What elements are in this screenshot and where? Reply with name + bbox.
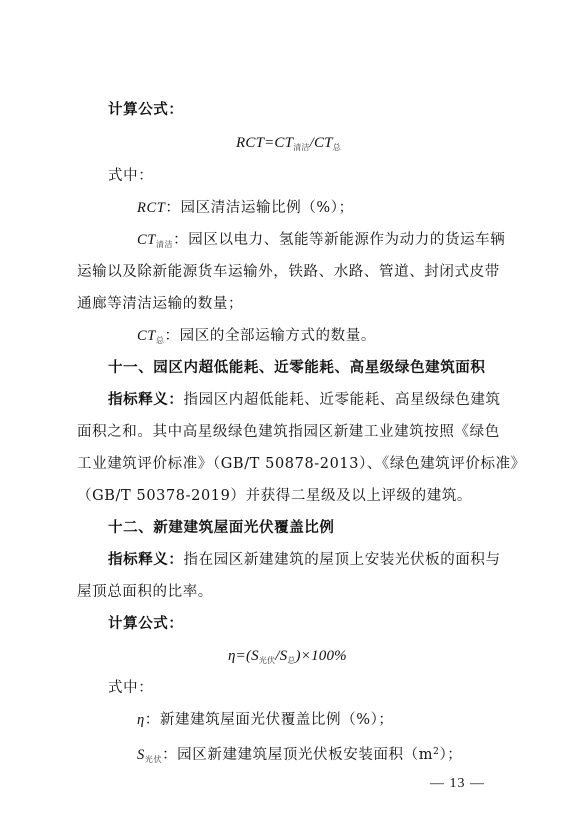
calc-formula-label-2: 计算公式： bbox=[108, 616, 184, 632]
definition-ct-clean-text-1: ：园区以电力、氢能等新能源作为动力的货运车辆 bbox=[173, 232, 506, 248]
section-11-line-4: （GB/T 50378-2019）并获得二星级及以上评级的建筑。 bbox=[77, 488, 473, 504]
definition-ct-clean-line-3: 通廊等清洁运输的数量； bbox=[77, 296, 244, 312]
section-11-label: 指标释义： bbox=[108, 392, 184, 408]
section-12-label: 指标释义： bbox=[108, 552, 184, 568]
section-11-text-1: 指园区内超低能耗、近零能耗、高星级绿色建筑 bbox=[183, 392, 501, 408]
calc-formula-label: 计算公式： bbox=[108, 102, 184, 118]
formula-rct-mid: /CT bbox=[309, 135, 333, 151]
symbol-ct: CT bbox=[137, 232, 156, 248]
symbol-ct-total: CT bbox=[137, 328, 156, 344]
symbol-ct-sub-total: 总 bbox=[155, 336, 165, 345]
formula-rct-sub-total: 总 bbox=[332, 143, 341, 152]
where-label: 式中： bbox=[108, 168, 154, 184]
symbol-rct: RCT bbox=[137, 200, 166, 216]
definition-rct bbox=[137, 198, 354, 218]
definition-ct-clean-line-1 bbox=[137, 230, 505, 255]
symbol-s: S bbox=[137, 747, 145, 763]
formula-eta bbox=[228, 646, 347, 671]
section-11-line-2: 面积之和。其中高星级绿色建筑指园区新建工业建筑按照《绿色 bbox=[77, 424, 500, 440]
formula-eta-b: /S bbox=[275, 648, 288, 664]
formula-eta-c: )×100% bbox=[295, 648, 347, 664]
definition-eta-text: ：新建建筑屋面光伏覆盖比例（%）； bbox=[144, 712, 394, 728]
superscript-2: 2 bbox=[433, 747, 440, 757]
symbol-s-sub-pv: 光伏 bbox=[144, 755, 163, 764]
definition-ct-total bbox=[137, 326, 376, 351]
definition-rct-text: ：园区清洁运输比例（%）； bbox=[165, 200, 354, 216]
section-12-line-1 bbox=[108, 550, 501, 570]
definition-ct-clean-line-2: 运输以及除新能源货车运输外，铁路、水路、管道、封闭式皮带 bbox=[77, 264, 500, 280]
section-11-heading: 十一、园区内超低能耗、近零能耗、高星级绿色建筑面积 bbox=[108, 360, 486, 376]
page-number: — 13 — bbox=[430, 776, 485, 791]
definition-s-pv-text: ：园区新建建筑屋顶光伏板安装面积（m bbox=[162, 747, 434, 763]
section-12-heading: 十二、新建建筑屋面光伏覆盖比例 bbox=[108, 520, 335, 536]
symbol-eta: η bbox=[137, 712, 145, 728]
formula-eta-sub-total: 总 bbox=[287, 656, 296, 665]
formula-rct-lhs: RCT=CT bbox=[236, 135, 294, 151]
formula-eta-a: η=(S bbox=[228, 648, 259, 664]
section-11-line-3: 工业建筑评价标准》（GB/T 50878-2013）、《绿色建筑评价标准》 bbox=[77, 456, 526, 472]
formula-rct-sub-clean: 清洁 bbox=[293, 143, 310, 152]
formula-rct bbox=[236, 133, 341, 158]
symbol-ct-sub-clean: 清洁 bbox=[155, 240, 174, 249]
formula-eta-sub-pv: 光伏 bbox=[258, 656, 276, 665]
where-label-2: 式中： bbox=[108, 680, 154, 696]
definition-s-pv-tail: ）； bbox=[439, 747, 463, 763]
definition-eta bbox=[137, 710, 394, 730]
section-11-line-1 bbox=[108, 390, 501, 410]
section-12-line-2: 屋顶总面积的比率。 bbox=[77, 584, 213, 600]
section-12-text-1: 指在园区新建建筑的屋顶上安装光伏板的面积与 bbox=[183, 552, 501, 568]
definition-ct-total-text: ：园区的全部运输方式的数量。 bbox=[164, 328, 376, 344]
definition-s-pv bbox=[137, 742, 462, 770]
